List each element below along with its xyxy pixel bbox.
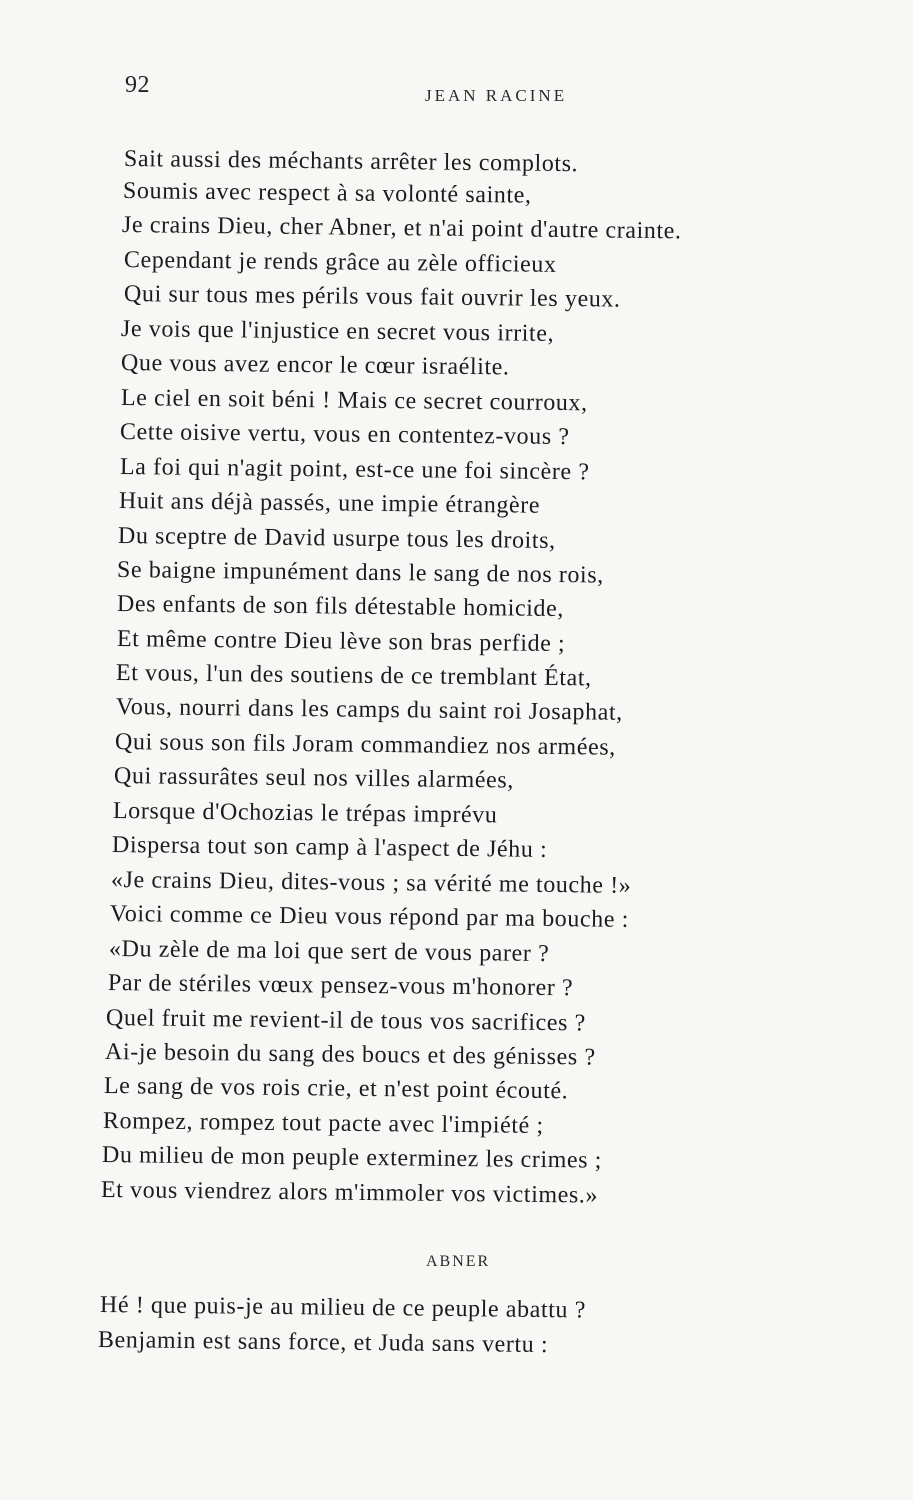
verse-line: Et vous viendrez alors m'immoler vos victimes.» <box>100 1177 599 1209</box>
verse-line: Que vous avez encor le cœur israélite. <box>120 350 510 381</box>
speaker-name: ABNER <box>426 1253 491 1270</box>
verse-line: Je crains Dieu, cher Abner, et n'ai point d'autre crainte. <box>121 212 682 245</box>
verse-line: Lorsque d'Ochozias le trépas imprévu <box>112 798 498 829</box>
verse-line: Des enfants de son fils détestable homicide, <box>116 591 565 623</box>
verse-line: Et même contre Dieu lève son bras perfide ; <box>116 626 566 658</box>
verse-line: Le sang de vos rois crie, et n'est point écouté. <box>103 1073 569 1105</box>
verse-line: Et vous, l'un des soutiens de ce tremblant État, <box>115 660 592 692</box>
verse-line: Je vois que l'injustice en secret vous irrite, <box>120 316 555 347</box>
page-number: 92 <box>125 72 150 98</box>
verse-line: Qui sur tous mes périls vous fait ouvrir les yeux. <box>123 281 621 313</box>
running-title: JEAN RACINE <box>425 86 568 105</box>
verse-line: Hé ! que puis-je au milieu de ce peuple abattu ? <box>99 1292 587 1324</box>
verse-line: «Je crains Dieu, dites-vous ; sa vérité me touche !» <box>110 867 632 899</box>
verse-line: La foi qui n'agit point, est-ce une foi sincère ? <box>119 454 590 486</box>
verse-line: Soumis avec respect à sa volonté sainte, <box>122 178 532 209</box>
verse-line: «Du zèle de ma loi que sert de vous parer ? <box>108 936 550 967</box>
verse-line: Sait aussi des méchants arrêter les complots. <box>123 146 579 178</box>
verse-line: Du sceptre de David usurpe tous les droits, <box>117 523 556 554</box>
verse-line: Benjamin est sans force, et Juda sans vertu : <box>97 1327 549 1359</box>
verse-line: Ai-je besoin du sang des boucs et des génisses ? <box>104 1039 596 1071</box>
verse-line: Vous, nourri dans les camps du saint roi Josaphat, <box>115 694 623 726</box>
verse-line: Qui rassurâtes seul nos villes alarmées, <box>113 763 515 794</box>
verse-line: Cependant je rends grâce au zèle officieux <box>123 247 557 278</box>
verse-line: Qui sous son fils Joram commandiez nos armées, <box>114 729 616 761</box>
verse-line: Huit ans déjà passés, une impie étrangère <box>118 488 541 519</box>
verse-line: Du milieu de mon peuple exterminez les crimes ; <box>101 1142 603 1174</box>
verse-line: Le ciel en soit béni ! Mais ce secret courroux, <box>120 385 588 417</box>
verse-line: Dispersa tout son camp à l'aspect de Jéhu : <box>111 832 548 863</box>
verse-line: Rompez, rompez tout pacte avec l'impiété ; <box>102 1108 544 1139</box>
verse-line: Quel fruit me revient-il de tous vos sacrifices ? <box>105 1005 587 1037</box>
verse-line: Cette oisive vertu, vous en contentez-vous ? <box>119 419 570 451</box>
verse-line: Se baigne impunément dans le sang de nos rois, <box>116 557 604 589</box>
verse-line: Par de stériles vœux pensez-vous m'honorer ? <box>107 970 574 1002</box>
verse-line: Voici comme ce Dieu vous répond par ma bouche : <box>109 901 630 933</box>
